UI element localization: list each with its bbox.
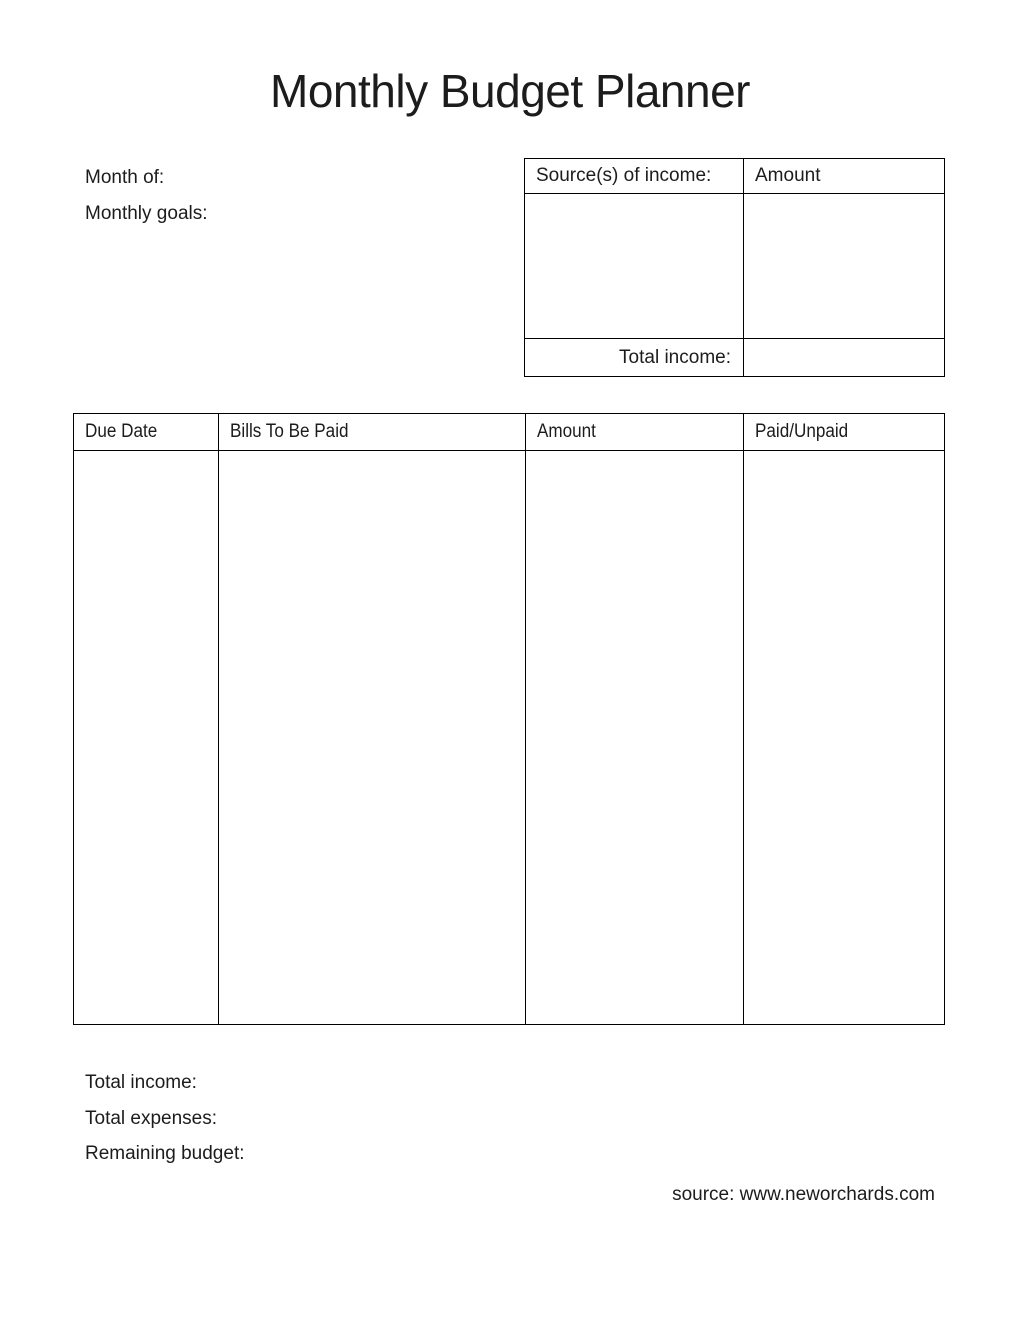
amount-input-cell[interactable] <box>525 450 743 1024</box>
income-amount-header: Amount <box>743 159 944 193</box>
paid-unpaid-header: Paid/Unpaid <box>743 414 944 450</box>
bills-amount-header: Amount <box>525 414 743 450</box>
income-source-header: Source(s) of income: <box>536 165 712 186</box>
summary-total-expenses-label: Total expenses: <box>85 1108 218 1129</box>
income-table <box>524 158 945 377</box>
paid-unpaid-input-cell[interactable] <box>743 450 944 1024</box>
income-table-total-row <box>525 338 944 376</box>
total-income-input-cell[interactable] <box>743 338 944 376</box>
due-date-input-cell[interactable] <box>74 450 218 1024</box>
bills-table-body-row <box>74 450 944 1024</box>
total-income-label: Total income: <box>525 338 743 376</box>
source-attribution: source: www.neworchards.com <box>672 1184 935 1205</box>
month-of-label: Month of: <box>85 167 165 188</box>
bills-input-cell[interactable] <box>218 450 525 1024</box>
bills-to-be-paid-header: Bills To Be Paid <box>218 414 525 450</box>
income-table-header-row <box>525 159 944 193</box>
income-source-input-cell[interactable] <box>525 193 743 338</box>
income-table-body-row <box>525 193 944 338</box>
summary-remaining-budget-label: Remaining budget: <box>85 1143 245 1164</box>
page-title: Monthly Budget Planner <box>270 65 750 117</box>
monthly-goals-label: Monthly goals: <box>85 203 208 224</box>
summary-total-income-label: Total income: <box>85 1072 197 1093</box>
bills-table <box>73 413 945 1025</box>
bills-table-header-row <box>74 414 944 450</box>
due-date-header: Due Date <box>85 421 158 442</box>
income-amount-input-cell[interactable] <box>743 193 944 338</box>
